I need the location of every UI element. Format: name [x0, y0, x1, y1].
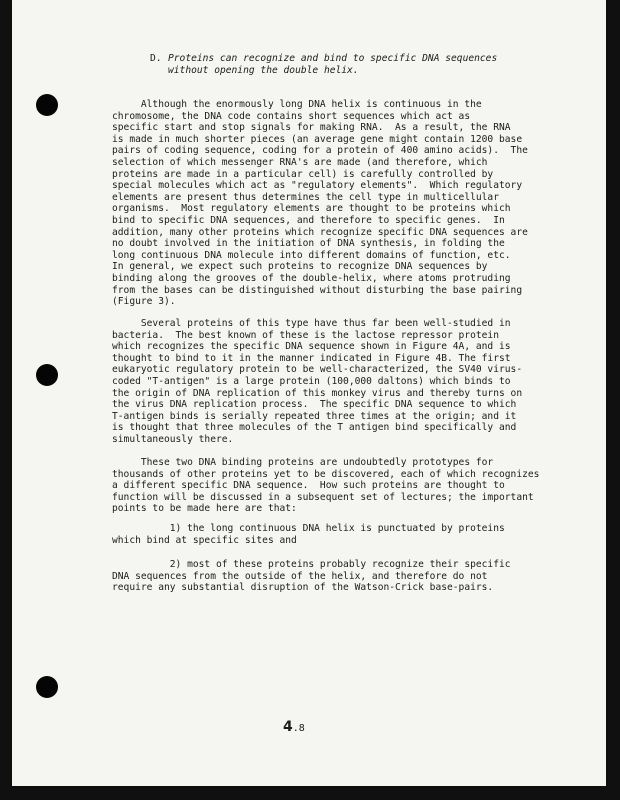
text-line: eukaryotic regulatory protein to be well-characterized, the SV40 virus- — [112, 364, 523, 376]
text-line: require any substantial disruption of the Watson-Crick base-pairs. — [112, 582, 494, 594]
section-heading-line: Proteins can recognize and bind to specific DNA sequences — [168, 53, 498, 64]
text-line: These two DNA binding proteins are undoubtedly prototypes for — [112, 457, 494, 468]
text-line: is thought that three molecules of the T antigen bind specifically and — [112, 422, 517, 434]
text-line: chromosome, the DNA code contains short sequences which act as — [112, 110, 471, 122]
paragraph — [112, 457, 539, 515]
text-line: Although the enormously long DNA helix is continuous in the — [112, 99, 482, 110]
text-line: 2) most of these proteins probably recognize their specific — [112, 559, 511, 570]
paragraph — [112, 523, 505, 546]
text-line: is made in much shorter pieces (an average gene might contain 1200 base — [112, 133, 523, 145]
paragraph — [112, 318, 522, 446]
text-line: the virus DNA replication process. The specific DNA sequence to which — [112, 399, 517, 411]
page-number-handwritten: 4 — [283, 719, 293, 735]
text-line: special molecules which act as "regulatory elements". Which regulatory — [112, 180, 523, 192]
text-line: pairs of coding sequence, coding for a protein of 400 amino acids). The — [112, 145, 528, 157]
section-heading — [168, 53, 497, 76]
text-line: binding along the grooves of the double-helix, where atoms protruding — [112, 272, 511, 284]
text-line: elements are present thus determines the cell type in multicellular — [112, 191, 499, 203]
binder-hole — [36, 364, 58, 386]
text-line: organisms. Most regulatory elements are thought to be proteins which — [112, 203, 511, 215]
text-line: thought to bind to it in the manner indicated in Figure 4B. The first — [112, 352, 511, 364]
text-line: coded "T-antigen" is a large protein (100,000 daltons) which binds to — [112, 375, 511, 387]
text-line: DNA sequences from the outside of the helix, and therefore do not — [112, 570, 488, 582]
text-line: points to be made here are that: — [112, 503, 297, 515]
text-line: In general, we expect such proteins to recognize DNA sequences by — [112, 261, 488, 273]
binder-hole — [36, 676, 58, 698]
text-line: which recognizes the specific DNA sequence shown in Figure 4A, and is — [112, 341, 511, 353]
text-line: which bind at specific sites and — [112, 534, 297, 546]
section-letter: D. — [150, 53, 162, 64]
text-line: proteins are made in a particular cell) is carefully controlled by — [112, 168, 494, 180]
text-line: (Figure 3). — [112, 296, 176, 308]
text-line: the origin of DNA replication of this monkey virus and thereby turns on — [112, 387, 523, 399]
page-number — [283, 719, 305, 735]
text-line: simultaneously there. — [112, 433, 234, 445]
text-line: function will be discussed in a subsequent set of lectures; the important — [112, 491, 534, 503]
text-line: 1) the long continuous DNA helix is punctuated by proteins — [112, 523, 505, 534]
page-number-printed: .8 — [292, 723, 305, 734]
paragraph — [112, 99, 528, 308]
text-line: long continuous DNA molecule into different domains of function, etc. — [112, 249, 511, 261]
text-line: a different specific DNA sequence. How such proteins are thought to — [112, 480, 505, 492]
paragraph — [112, 559, 511, 594]
text-line: thousands of other proteins yet to be discovered, each of which recognizes — [112, 468, 540, 480]
text-line: from the bases can be distinguished without disturbing the base pairing — [112, 284, 523, 296]
text-line: no doubt involved in the initiation of DNA synthesis, in folding the — [112, 238, 505, 250]
text-line: bind to specific DNA sequences, and therefore to specific genes. In — [112, 214, 505, 226]
text-line: addition, many other proteins which recognize specific DNA sequences are — [112, 226, 528, 238]
section-heading-line: without opening the double helix. — [168, 64, 359, 76]
text-line: Several proteins of this type have thus far been well-studied in — [112, 318, 511, 329]
binder-hole — [36, 94, 58, 116]
text-line: specific start and stop signals for making RNA. As a result, the RNA — [112, 122, 511, 134]
text-line: T-antigen binds is serially repeated three times at the origin; and it — [112, 410, 517, 422]
text-line: selection of which messenger RNA's are made (and therefore, which — [112, 156, 488, 168]
text-line: bacteria. The best known of these is the lactose repressor protein — [112, 329, 499, 341]
